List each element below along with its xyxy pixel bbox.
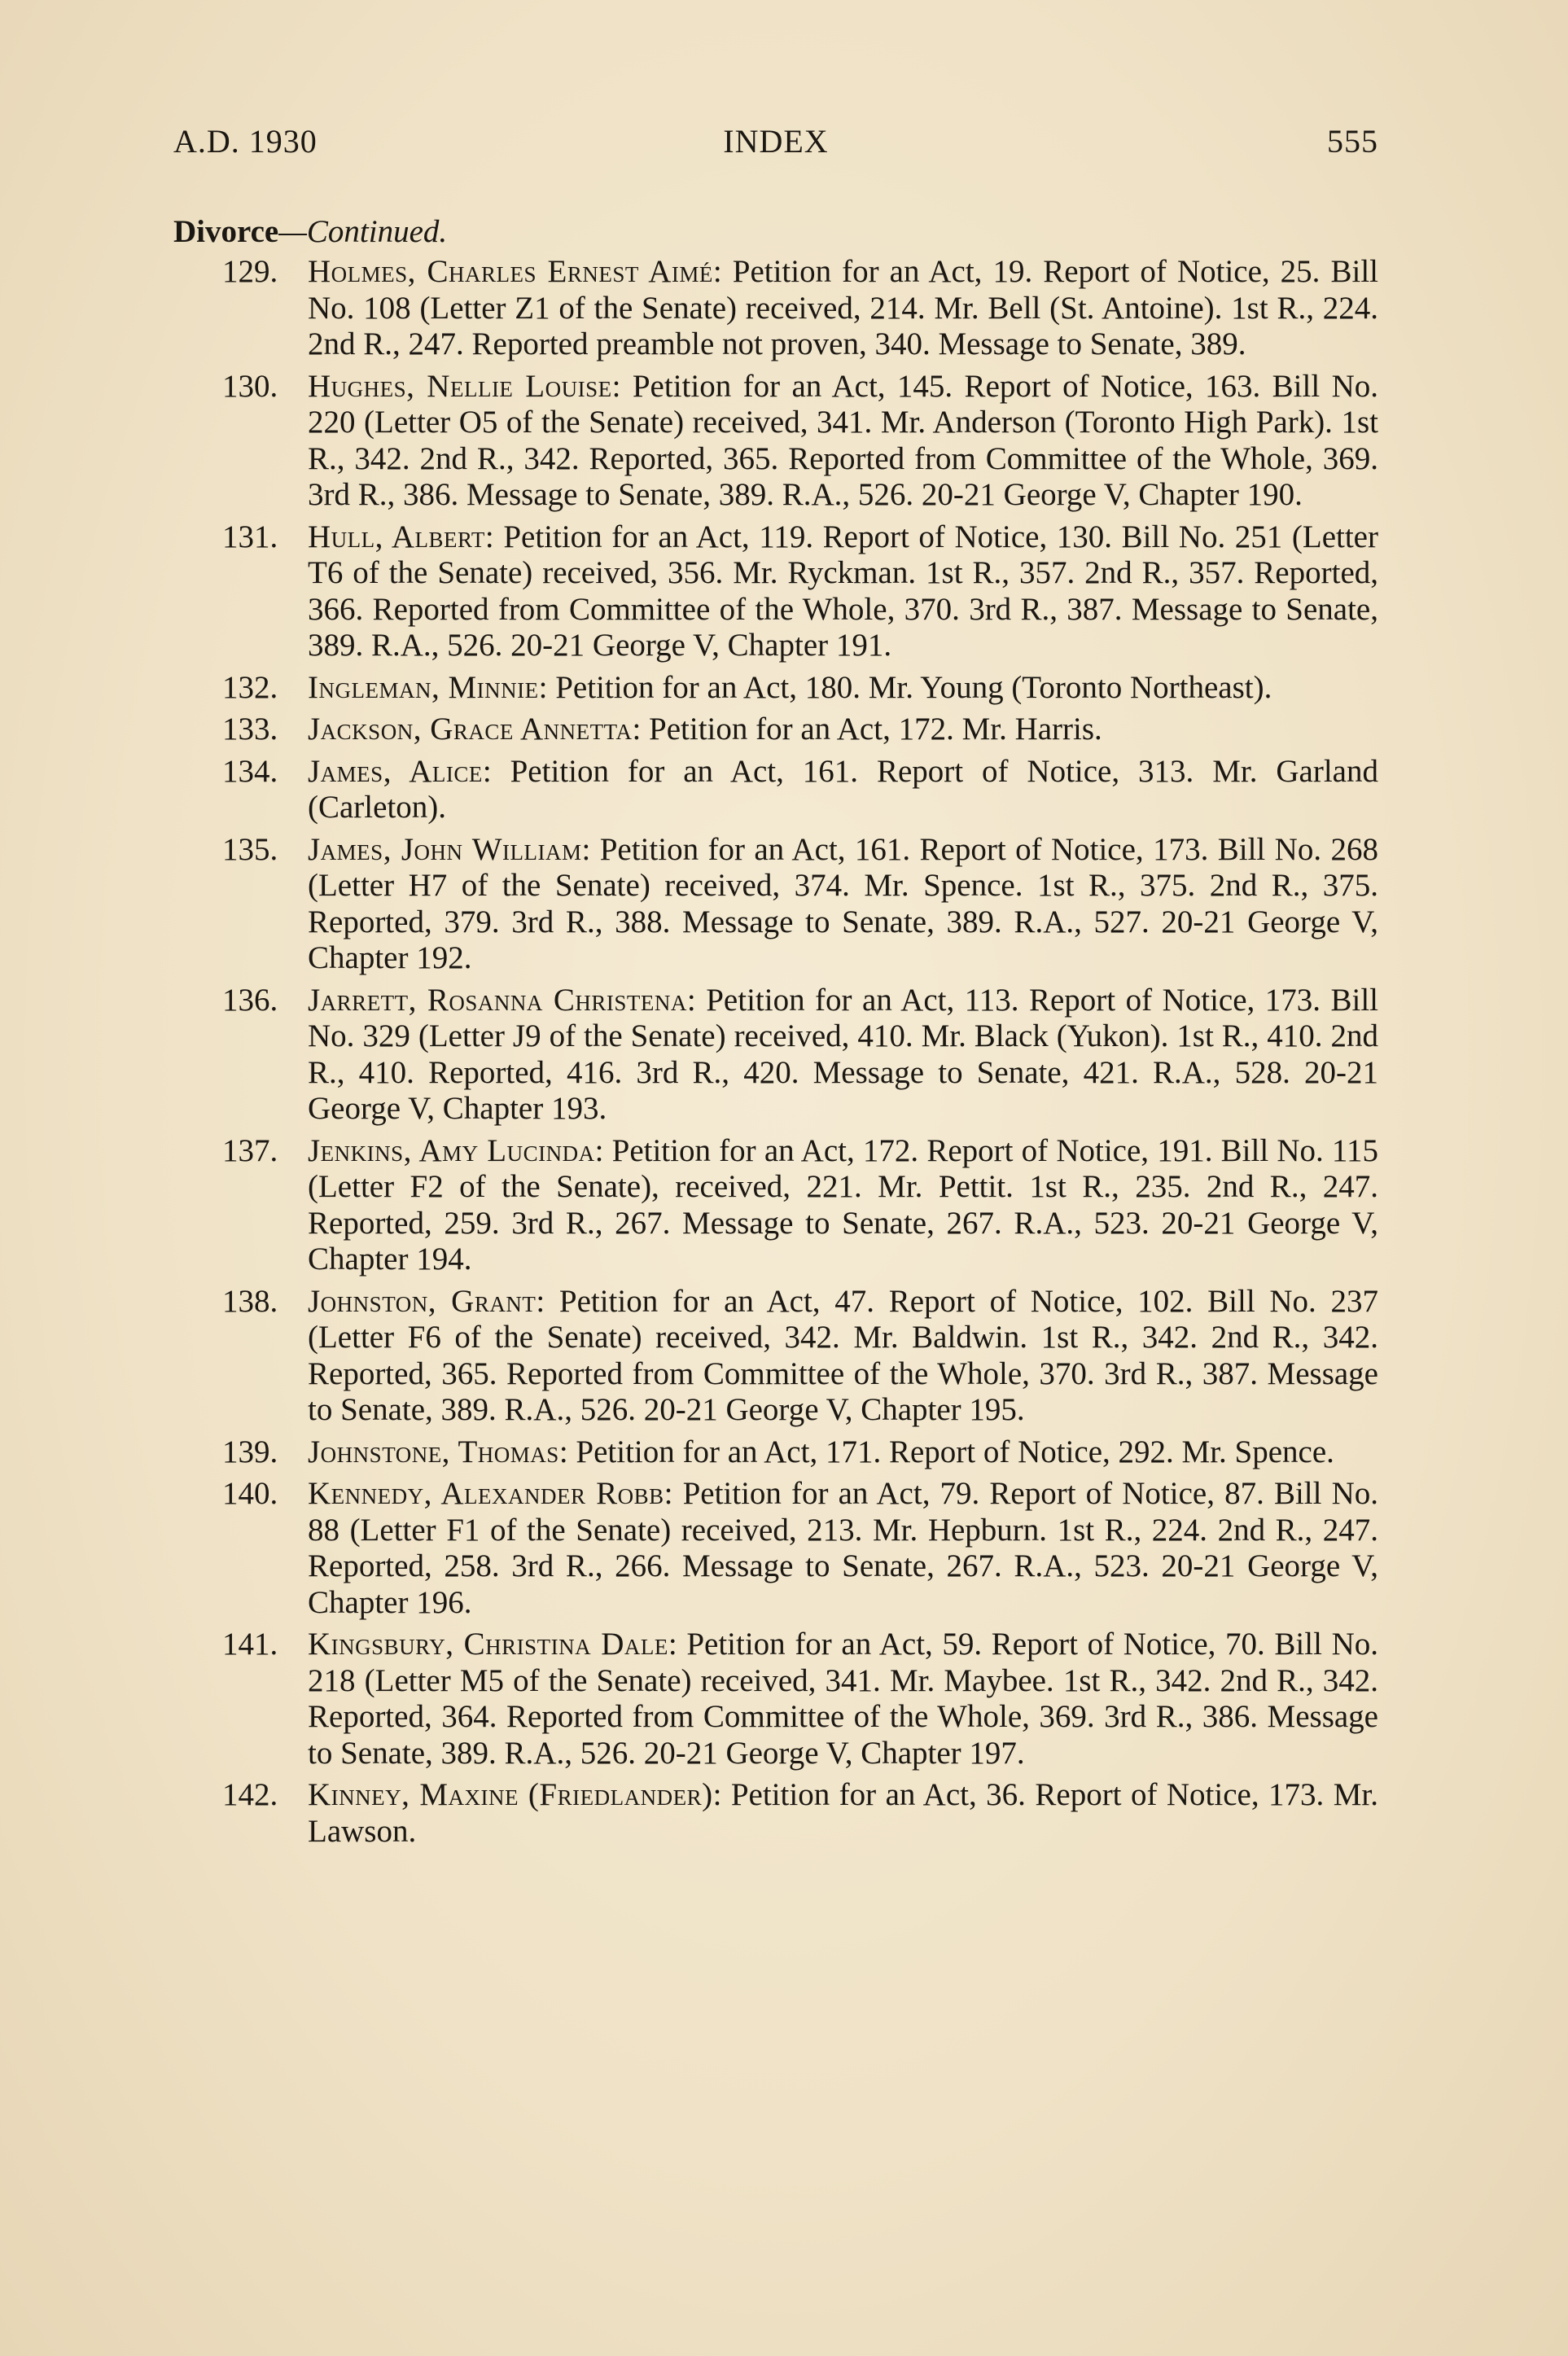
index-entry [173, 754, 1378, 826]
entry-name: Jarrett, Rosanna Christena [308, 982, 687, 1018]
index-entry [173, 369, 1378, 514]
index-entry [173, 1133, 1378, 1278]
entry-number: 142. [222, 1777, 278, 1812]
index-entry [173, 1627, 1378, 1771]
entry-number: 138. [222, 1283, 278, 1319]
entry-text: : Petition for an Act, 180. Mr. Young (Toronto Northeast). [538, 669, 1272, 705]
index-entry [173, 1476, 1378, 1621]
entry-text: : Petition for an Act, 47. Report of Notice, 102. Bill No. 237 (Letter F6 of the Senate) received, 342. Mr. Baldwin. 1st R., 342. 2nd R., 342. Reported, 365. Reported from Committee of the Whole, 370. 3rd R., 387. Message to Senate, 389. R.A., 526. 20-21 George V, Chapter 195. [308, 1283, 1378, 1427]
entry-number: 129. [222, 254, 278, 289]
entry-text: : Petition for an Act, 145. Report of Notice, 163. Bill No. 220 (Letter O5 of the Senate) received, 341. Mr. Anderson (Toronto High Park). 1st R., 342. 2nd R., 342. Reported, 365. Reported from Committee of the Whole, 369. 3rd R., 386. Message to Senate, 389. R.A., 526. 20-21 George V, Chapter 190. [308, 368, 1378, 512]
section-heading [173, 213, 1378, 250]
entry-name: Kennedy, Alexander Robb [308, 1476, 664, 1511]
index-entry [173, 254, 1378, 363]
entry-name: Hughes, Nellie Louise [308, 368, 612, 404]
index-entry [173, 712, 1378, 748]
entry-text: : Petition for an Act, 19. Report of Notice, 25. Bill No. 108 (Letter Z1 of the Senate) received, 214. Mr. Bell (St. Antoine). 1st R., 224. 2nd R., 247. Reported preamble not proven, 340. Message to Senate, 389. [308, 254, 1378, 361]
entry-text: : Petition for an Act, 171. Report of Notice, 292. Mr. Spence. [558, 1434, 1334, 1469]
index-entry [173, 519, 1378, 664]
entry-number: 135. [222, 831, 278, 867]
index-entry [173, 670, 1378, 707]
entry-text: : Petition for an Act, 113. Report of Notice, 173. Bill No. 329 (Letter J9 of the Senate) received, 410. Mr. Black (Yukon). 1st R., 410. 2nd R., 410. Reported, 416. 3rd R., 420. Message to Senate, 421. R.A., 528. 20-21 George V, Chapter 193. [308, 982, 1379, 1126]
entry-number: 130. [222, 368, 278, 404]
section-title: Divorce [173, 214, 279, 249]
entry-name: Johnston, Grant [308, 1283, 537, 1319]
entry-name: Holmes, Charles Ernest Aimé [308, 254, 713, 289]
entry-text: : Petition for an Act, 59. Report of Notice, 70. Bill No. 218 (Letter M5 of the Senate) received, 341. Mr. Maybee. 1st R., 342. 2nd R., 342. Reported, 364. Reported from Committee of the Whole, 369. 3rd R., 386. Message to Senate, 389. R.A., 526. 20-21 George V, Chapter 197. [308, 1627, 1378, 1771]
entry-name: Jenkins, Amy Lucinda [308, 1132, 595, 1168]
entry-number: 131. [222, 519, 278, 554]
entry-name: Hull, Albert [308, 519, 485, 554]
entry-name: James, Alice [308, 753, 483, 789]
index-entry [173, 1434, 1378, 1471]
index-entry [173, 983, 1378, 1128]
index-entry [173, 1284, 1378, 1429]
entry-number: 136. [222, 982, 278, 1018]
entry-number: 139. [222, 1434, 278, 1469]
page-number: 555 [1327, 123, 1378, 160]
page-header [173, 122, 1378, 171]
entry-text: : Petition for an Act, 172. Report of Notice, 191. Bill No. 115 (Letter F2 of the Senate), received, 221. Mr. Pettit. 1st R., 235. 2nd R., 247. Reported, 259. 3rd R., 267. Message to Senate, 267. R.A., 523. 20-21 George V, Chapter 194. [308, 1132, 1378, 1277]
entry-number: 132. [222, 669, 278, 705]
entry-name: Kingsbury, Christina Dale [308, 1627, 668, 1662]
entry-name: Johnstone, Thomas [308, 1434, 559, 1469]
index-entry [173, 832, 1378, 977]
entry-number: 137. [222, 1132, 278, 1168]
index-entries [173, 254, 1378, 1855]
entry-number: 140. [222, 1476, 278, 1511]
header-title: INDEX [723, 123, 829, 160]
entry-text: : Petition for an Act, 36. Report of Notice, 173. Mr. Lawson. [308, 1777, 1378, 1849]
section-continued: —Continued. [278, 214, 448, 249]
entry-text: : Petition for an Act, 79. Report of Notice, 87. Bill No. 88 (Letter F1 of the Senate) received, 213. Mr. Hepburn. 1st R., 224. 2nd R., 247. Reported, 258. 3rd R., 266. Message to Senate, 267. R.A., 523. 20-21 George V, Chapter 196. [308, 1476, 1378, 1620]
entry-number: 134. [222, 753, 278, 789]
header-year: A.D. 1930 [173, 123, 318, 160]
entry-name: Kinney, Maxine (Friedlander) [308, 1777, 713, 1812]
entry-number: 141. [222, 1627, 278, 1662]
entry-text: : Petition for an Act, 161. Report of Notice, 173. Bill No. 268 (Letter H7 of the Senate) received, 374. Mr. Spence. 1st R., 375. 2nd R., 375. Reported, 379. 3rd R., 388. Message to Senate, 389. R.A., 527. 20-21 George V, Chapter 192. [308, 831, 1378, 975]
index-entry [173, 1777, 1378, 1850]
entry-name: Jackson, Grace Annetta [308, 712, 633, 747]
entry-text: : Petition for an Act, 161. Report of Notice, 313. Mr. Garland (Carleton). [308, 753, 1378, 825]
entry-text: : Petition for an Act, 172. Mr. Harris. [632, 712, 1102, 747]
entry-number: 133. [222, 712, 278, 747]
entry-text: : Petition for an Act, 119. Report of Notice, 130. Bill No. 251 (Letter T6 of the Senate) received, 356. Mr. Ryckman. 1st R., 357. 2nd R., 357. Reported, 366. Reported from Committee of the Whole, 370. 3rd R., 387. Message to Senate, 389. R.A., 526. 20-21 George V, Chapter 191. [308, 519, 1378, 663]
entry-name: Ingleman, Minnie [308, 669, 539, 705]
entry-name: James, John William [308, 831, 582, 867]
